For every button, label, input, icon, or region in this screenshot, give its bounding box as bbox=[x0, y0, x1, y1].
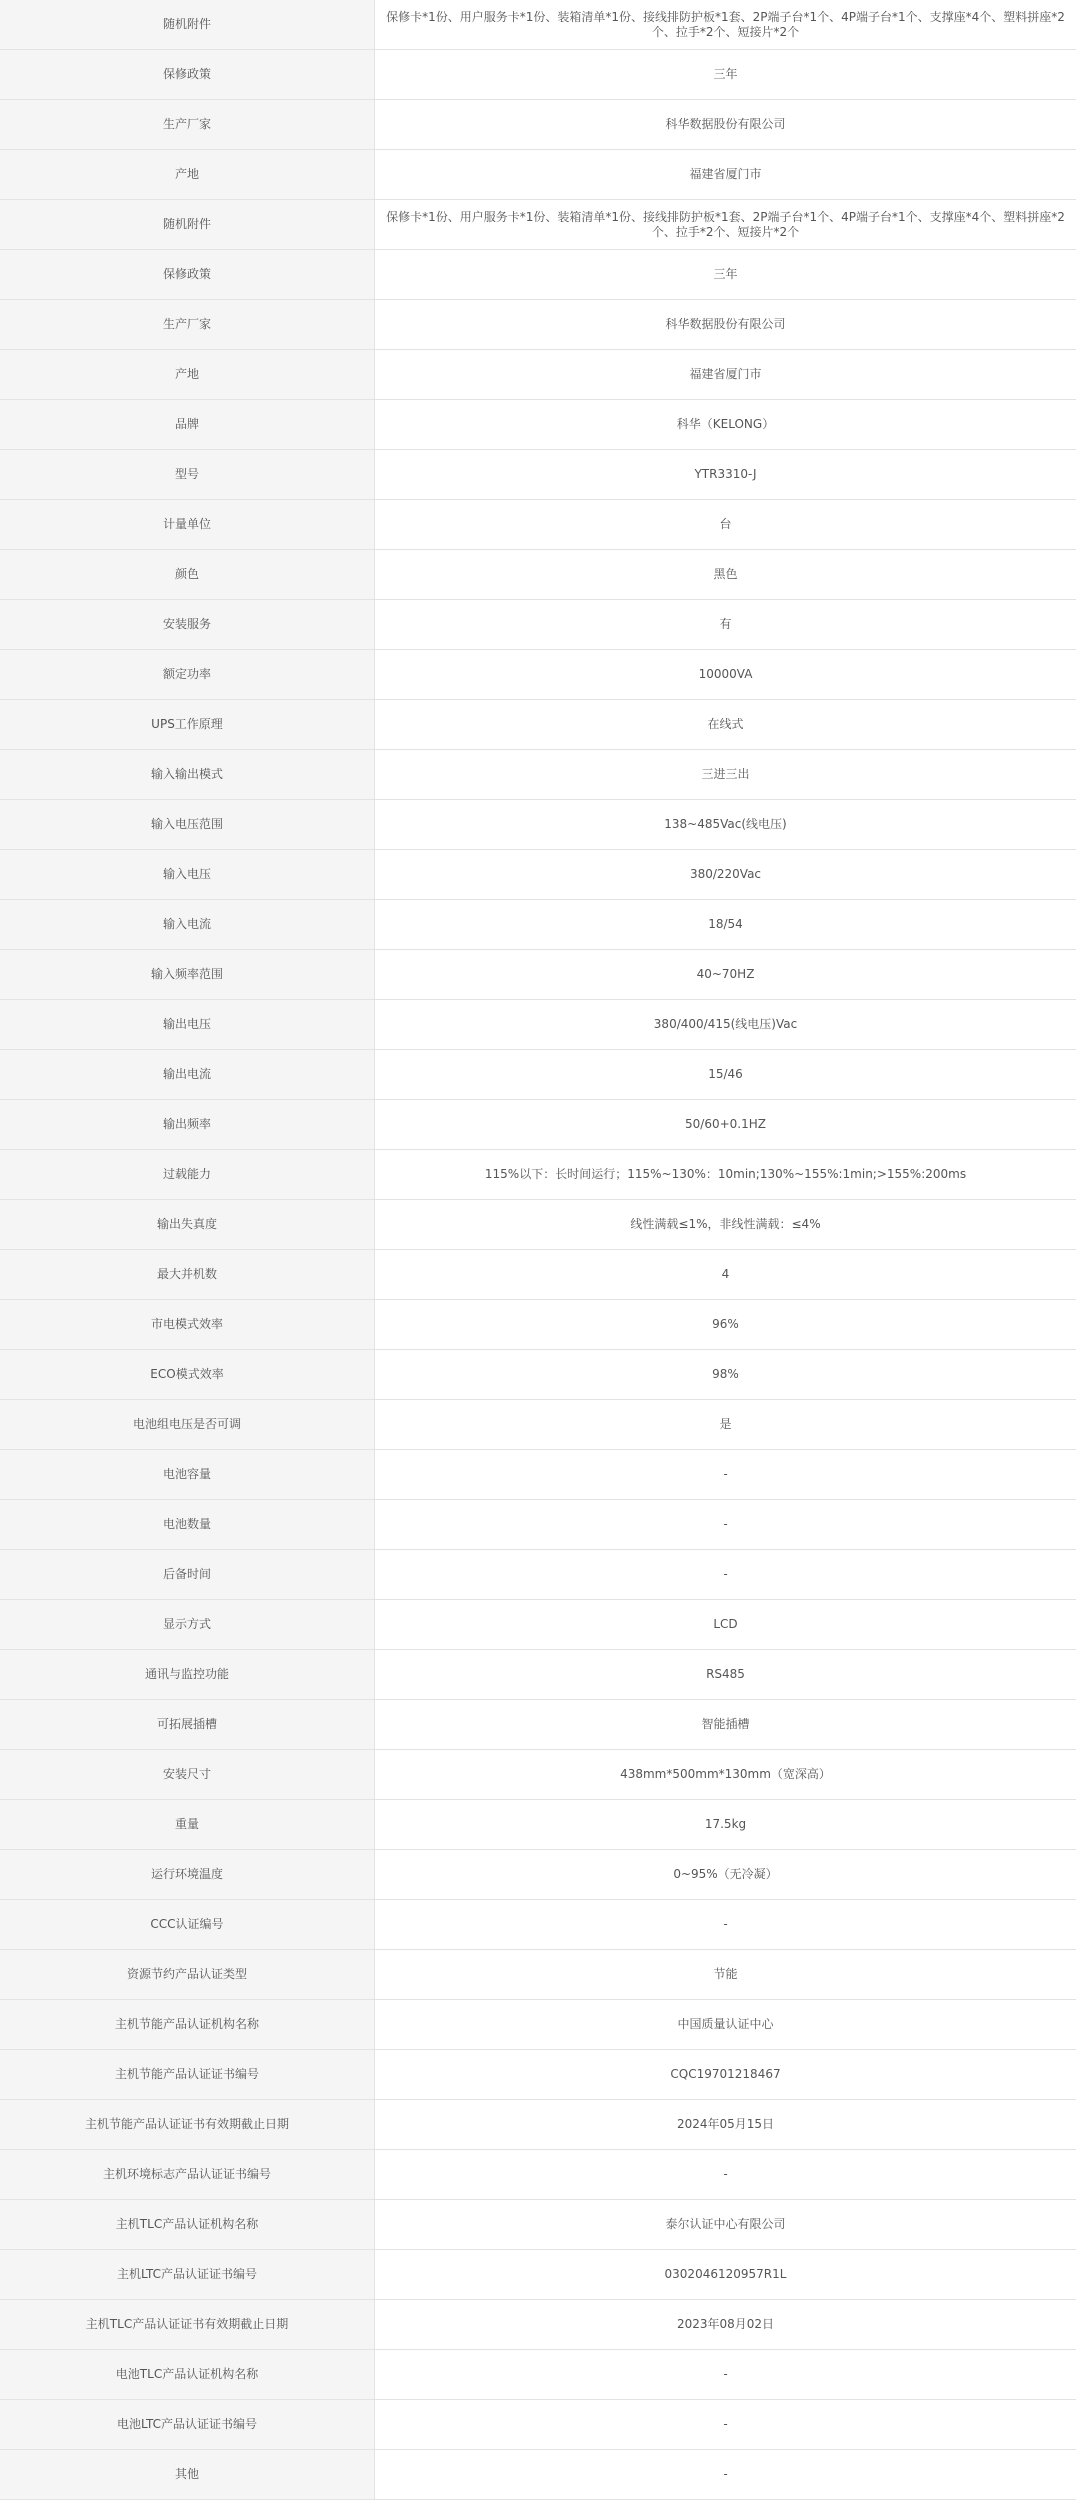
spec-label: 电池TLC产品认证机构名称 bbox=[0, 2350, 375, 2400]
spec-label: 品牌 bbox=[0, 400, 375, 450]
spec-value: - bbox=[375, 2450, 1076, 2500]
spec-value: 138~485Vac(线电压) bbox=[375, 800, 1076, 850]
spec-value: 科华数据股份有限公司 bbox=[375, 100, 1076, 150]
spec-label: 主机环境标志产品认证证书编号 bbox=[0, 2150, 375, 2200]
spec-label: 输入电压范围 bbox=[0, 800, 375, 850]
spec-value: - bbox=[375, 2400, 1076, 2450]
table-row bbox=[0, 1100, 1076, 1150]
spec-value: CQC19701218467 bbox=[375, 2050, 1076, 2100]
table-row bbox=[0, 1000, 1076, 1050]
spec-value: 10000VA bbox=[375, 650, 1076, 700]
spec-label: 输入频率范围 bbox=[0, 950, 375, 1000]
spec-label: 通讯与监控功能 bbox=[0, 1650, 375, 1700]
spec-value: 保修卡*1份、用户服务卡*1份、装箱清单*1份、接线排防护板*1套、2P端子台*1个、4P端子台*1个、支撑座*4个、塑料拼座*2个、拉手*2个、短接片*2个 bbox=[375, 0, 1076, 50]
table-row bbox=[0, 950, 1076, 1000]
spec-label: UPS工作原理 bbox=[0, 700, 375, 750]
table-row bbox=[0, 1850, 1076, 1900]
spec-value: 保修卡*1份、用户服务卡*1份、装箱清单*1份、接线排防护板*1套、2P端子台*1个、4P端子台*1个、支撑座*4个、塑料拼座*2个、拉手*2个、短接片*2个 bbox=[375, 200, 1076, 250]
table-row bbox=[0, 900, 1076, 950]
spec-value: 0~95%（无冷凝） bbox=[375, 1850, 1076, 1900]
table-row bbox=[0, 800, 1076, 850]
table-row bbox=[0, 700, 1076, 750]
spec-label: 输出电流 bbox=[0, 1050, 375, 1100]
table-row bbox=[0, 1950, 1076, 2000]
spec-value: LCD bbox=[375, 1600, 1076, 1650]
spec-value: 三年 bbox=[375, 50, 1076, 100]
spec-value: RS485 bbox=[375, 1650, 1076, 1700]
table-row bbox=[0, 1300, 1076, 1350]
spec-label: 输出失真度 bbox=[0, 1200, 375, 1250]
table-row bbox=[0, 500, 1076, 550]
table-row bbox=[0, 1400, 1076, 1450]
table-row bbox=[0, 1450, 1076, 1500]
table-row bbox=[0, 2250, 1076, 2300]
table-row bbox=[0, 1600, 1076, 1650]
spec-value: 2023年08月02日 bbox=[375, 2300, 1076, 2350]
table-row bbox=[0, 50, 1076, 100]
table-row bbox=[0, 550, 1076, 600]
spec-value: 4 bbox=[375, 1250, 1076, 1300]
table-row bbox=[0, 1150, 1076, 1200]
spec-value: 线性满载≤1%，非线性满载：≤4% bbox=[375, 1200, 1076, 1250]
table-row bbox=[0, 1050, 1076, 1100]
spec-value: 三年 bbox=[375, 250, 1076, 300]
spec-label: 生产厂家 bbox=[0, 100, 375, 150]
spec-label: 保修政策 bbox=[0, 50, 375, 100]
spec-value: 中国质量认证中心 bbox=[375, 2000, 1076, 2050]
spec-label: 主机节能产品认证证书编号 bbox=[0, 2050, 375, 2100]
table-row bbox=[0, 100, 1076, 150]
table-row bbox=[0, 250, 1076, 300]
spec-label: 随机附件 bbox=[0, 0, 375, 50]
spec-label: 电池容量 bbox=[0, 1450, 375, 1500]
spec-label: 型号 bbox=[0, 450, 375, 500]
spec-label: 后备时间 bbox=[0, 1550, 375, 1600]
spec-value: 福建省厦门市 bbox=[375, 350, 1076, 400]
table-row bbox=[0, 750, 1076, 800]
spec-label: 电池LTC产品认证证书编号 bbox=[0, 2400, 375, 2450]
spec-label: 主机TLC产品认证机构名称 bbox=[0, 2200, 375, 2250]
table-row bbox=[0, 650, 1076, 700]
table-row bbox=[0, 150, 1076, 200]
spec-label: 输入输出模式 bbox=[0, 750, 375, 800]
spec-label: 电池组电压是否可调 bbox=[0, 1400, 375, 1450]
spec-value: 节能 bbox=[375, 1950, 1076, 2000]
table-row bbox=[0, 2000, 1076, 2050]
table-row bbox=[0, 1900, 1076, 1950]
spec-label: 主机节能产品认证证书有效期截止日期 bbox=[0, 2100, 375, 2150]
table-row bbox=[0, 2200, 1076, 2250]
table-row bbox=[0, 2400, 1076, 2450]
spec-value: 50/60+0.1HZ bbox=[375, 1100, 1076, 1150]
table-row bbox=[0, 2150, 1076, 2200]
spec-label: 主机节能产品认证机构名称 bbox=[0, 2000, 375, 2050]
spec-value: 智能插槽 bbox=[375, 1700, 1076, 1750]
table-row bbox=[0, 1550, 1076, 1600]
table-row bbox=[0, 0, 1076, 50]
table-row bbox=[0, 1750, 1076, 1800]
spec-value: 科华（KELONG） bbox=[375, 400, 1076, 450]
table-row bbox=[0, 1700, 1076, 1750]
spec-label: 重量 bbox=[0, 1800, 375, 1850]
spec-label: 输入电流 bbox=[0, 900, 375, 950]
spec-value: 15/46 bbox=[375, 1050, 1076, 1100]
spec-label: 输出频率 bbox=[0, 1100, 375, 1150]
table-row bbox=[0, 1800, 1076, 1850]
table-row bbox=[0, 1650, 1076, 1700]
spec-label: 过载能力 bbox=[0, 1150, 375, 1200]
spec-value: 台 bbox=[375, 500, 1076, 550]
spec-label: CCC认证编号 bbox=[0, 1900, 375, 1950]
spec-value: 40~70HZ bbox=[375, 950, 1076, 1000]
table-row bbox=[0, 2350, 1076, 2400]
spec-value: - bbox=[375, 1500, 1076, 1550]
spec-label: 可拓展插槽 bbox=[0, 1700, 375, 1750]
spec-label: 产地 bbox=[0, 350, 375, 400]
table-row bbox=[0, 300, 1076, 350]
spec-label: 随机附件 bbox=[0, 200, 375, 250]
spec-value: YTR3310-J bbox=[375, 450, 1076, 500]
spec-value: 三进三出 bbox=[375, 750, 1076, 800]
spec-value: 是 bbox=[375, 1400, 1076, 1450]
spec-value: 有 bbox=[375, 600, 1076, 650]
spec-label: ECO模式效率 bbox=[0, 1350, 375, 1400]
spec-label: 运行环境温度 bbox=[0, 1850, 375, 1900]
table-row bbox=[0, 2300, 1076, 2350]
spec-value: 18/54 bbox=[375, 900, 1076, 950]
spec-label: 安装尺寸 bbox=[0, 1750, 375, 1800]
spec-value: 380/400/415(线电压)Vac bbox=[375, 1000, 1076, 1050]
spec-label: 资源节约产品认证类型 bbox=[0, 1950, 375, 2000]
spec-value: 在线式 bbox=[375, 700, 1076, 750]
spec-value: 380/220Vac bbox=[375, 850, 1076, 900]
spec-value: - bbox=[375, 1900, 1076, 1950]
spec-value: - bbox=[375, 1450, 1076, 1500]
spec-value: 黑色 bbox=[375, 550, 1076, 600]
table-row bbox=[0, 600, 1076, 650]
spec-value: 2024年05月15日 bbox=[375, 2100, 1076, 2150]
table-row bbox=[0, 1250, 1076, 1300]
table-row bbox=[0, 350, 1076, 400]
spec-value: 438mm*500mm*130mm（宽深高） bbox=[375, 1750, 1076, 1800]
spec-value: 0302046120957R1L bbox=[375, 2250, 1076, 2300]
spec-label: 保修政策 bbox=[0, 250, 375, 300]
spec-value: 泰尔认证中心有限公司 bbox=[375, 2200, 1076, 2250]
table-row bbox=[0, 1200, 1076, 1250]
spec-value: 98% bbox=[375, 1350, 1076, 1400]
spec-label: 其他 bbox=[0, 2450, 375, 2500]
spec-label: 输入电压 bbox=[0, 850, 375, 900]
spec-value: 科华数据股份有限公司 bbox=[375, 300, 1076, 350]
spec-label: 输出电压 bbox=[0, 1000, 375, 1050]
spec-label: 计量单位 bbox=[0, 500, 375, 550]
spec-value: 115%以下：长时间运行；115%~130%：10min;130%~155%:1min;>155%:200ms bbox=[375, 1150, 1076, 1200]
spec-label: 产地 bbox=[0, 150, 375, 200]
table-row bbox=[0, 1350, 1076, 1400]
spec-label: 最大并机数 bbox=[0, 1250, 375, 1300]
spec-value: 96% bbox=[375, 1300, 1076, 1350]
spec-label: 主机LTC产品认证证书编号 bbox=[0, 2250, 375, 2300]
spec-label: 安装服务 bbox=[0, 600, 375, 650]
spec-value: - bbox=[375, 1550, 1076, 1600]
spec-label: 生产厂家 bbox=[0, 300, 375, 350]
spec-label: 电池数量 bbox=[0, 1500, 375, 1550]
table-row bbox=[0, 450, 1076, 500]
spec-value: - bbox=[375, 2150, 1076, 2200]
table-row bbox=[0, 200, 1076, 250]
table-row bbox=[0, 2050, 1076, 2100]
spec-value: - bbox=[375, 2350, 1076, 2400]
spec-label: 颜色 bbox=[0, 550, 375, 600]
table-row bbox=[0, 2100, 1076, 2150]
spec-label: 显示方式 bbox=[0, 1600, 375, 1650]
table-row bbox=[0, 2450, 1076, 2500]
spec-value: 17.5kg bbox=[375, 1800, 1076, 1850]
table-row bbox=[0, 1500, 1076, 1550]
spec-label: 额定功率 bbox=[0, 650, 375, 700]
spec-label: 主机TLC产品认证证书有效期截止日期 bbox=[0, 2300, 375, 2350]
table-row bbox=[0, 400, 1076, 450]
spec-value: 福建省厦门市 bbox=[375, 150, 1076, 200]
table-row bbox=[0, 850, 1076, 900]
spec-label: 市电模式效率 bbox=[0, 1300, 375, 1350]
